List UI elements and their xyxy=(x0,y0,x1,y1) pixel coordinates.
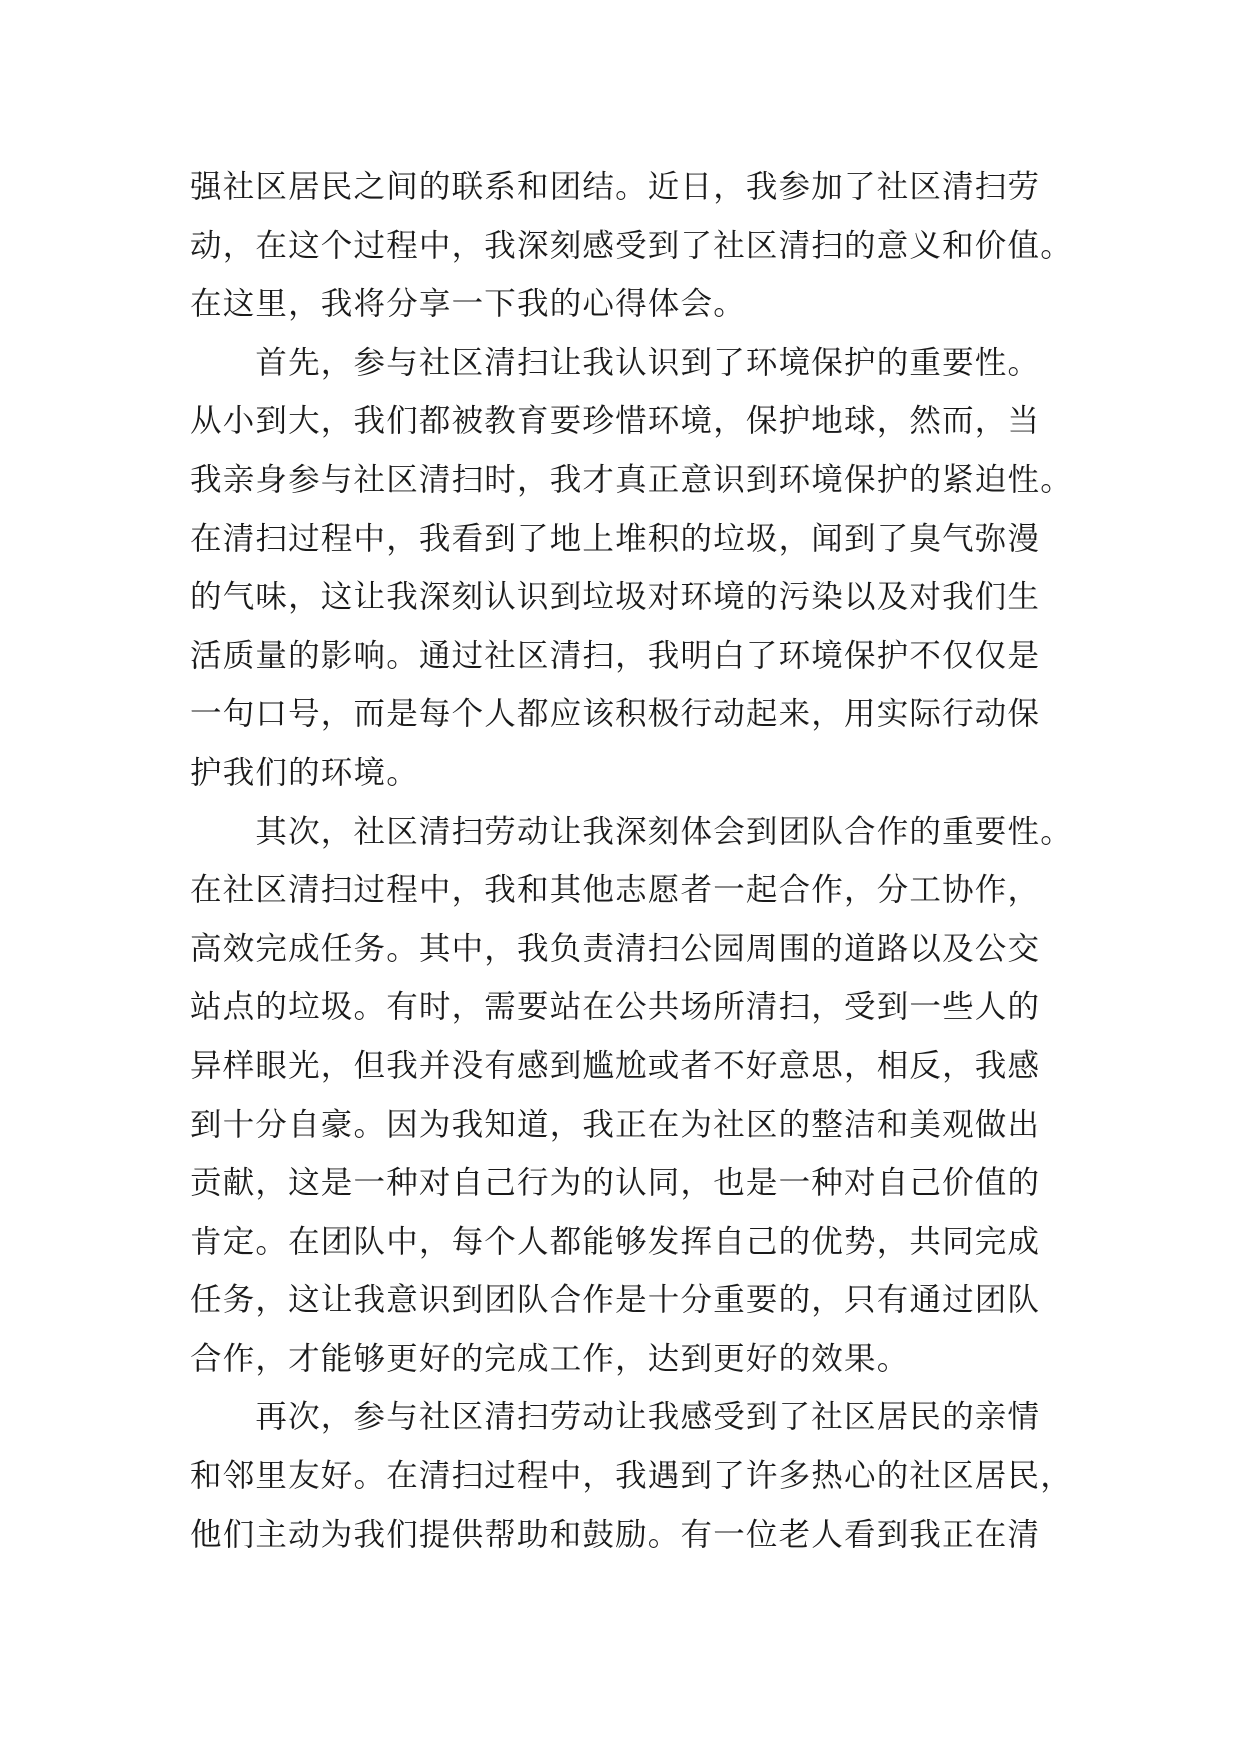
text-line: 在社区清扫过程中，我和其他志愿者一起合作，分工协作， xyxy=(190,872,1041,909)
text-line: 到十分自豪。因为我知道，我正在为社区的整洁和美观做出 xyxy=(190,1106,1041,1143)
text-line: 护我们的环境。 xyxy=(190,754,419,791)
text-line: 高效完成任务。其中，我负责清扫公园周围的道路以及公交 xyxy=(190,930,1041,967)
text-line: 活质量的影响。通过社区清扫，我明白了环境保护不仅仅是 xyxy=(190,637,1041,674)
text-line: 我亲身参与社区清扫时，我才真正意识到环境保护的紧迫性。 xyxy=(190,461,1073,498)
paragraph-first-line: 再次，参与社区清扫劳动让我感受到了社区居民的亲情 xyxy=(190,1399,1041,1436)
text-line: 肯定。在团队中，每个人都能够发挥自己的优势，共同完成 xyxy=(190,1223,1041,1260)
text-line: 站点的垃圾。有时，需要站在公共场所清扫，受到一些人的 xyxy=(190,989,1041,1026)
paragraph-first-line: 其次，社区清扫劳动让我深刻体会到团队合作的重要性。 xyxy=(190,813,1073,850)
text-line: 任务，这让我意识到团队合作是十分重要的，只有通过团队 xyxy=(190,1282,1041,1319)
text-line: 在这里，我将分享一下我的心得体会。 xyxy=(190,286,746,323)
text-line: 的气味，这让我深刻认识到垃圾对环境的污染以及对我们生 xyxy=(190,579,1041,616)
text-line: 在清扫过程中，我看到了地上堆积的垃圾，闻到了臭气弥漫 xyxy=(190,520,1041,557)
body-text xyxy=(190,158,1073,1564)
text-line: 从小到大，我们都被教育要珍惜环境，保护地球，然而，当 xyxy=(190,403,1041,440)
text-line: 他们主动为我们提供帮助和鼓励。有一位老人看到我正在清 xyxy=(190,1516,1041,1553)
text-line: 和邻里友好。在清扫过程中，我遇到了许多热心的社区居民， xyxy=(190,1458,1073,1495)
text-line: 一句口号，而是每个人都应该积极行动起来，用实际行动保 xyxy=(190,696,1041,733)
text-line: 强社区居民之间的联系和团结。近日，我参加了社区清扫劳 xyxy=(190,169,1041,205)
text-line: 合作，才能够更好的完成工作，达到更好的效果。 xyxy=(190,1340,910,1377)
text-line: 异样眼光，但我并没有感到尴尬或者不好意思，相反，我感 xyxy=(190,1047,1041,1084)
text-line: 动，在这个过程中，我深刻感受到了社区清扫的意义和价值。 xyxy=(190,227,1073,264)
text-line: 贡献，这是一种对自己行为的认同，也是一种对自己价值的 xyxy=(190,1165,1041,1202)
paragraph-first-line: 首先，参与社区清扫让我认识到了环境保护的重要性。 xyxy=(190,344,1041,381)
